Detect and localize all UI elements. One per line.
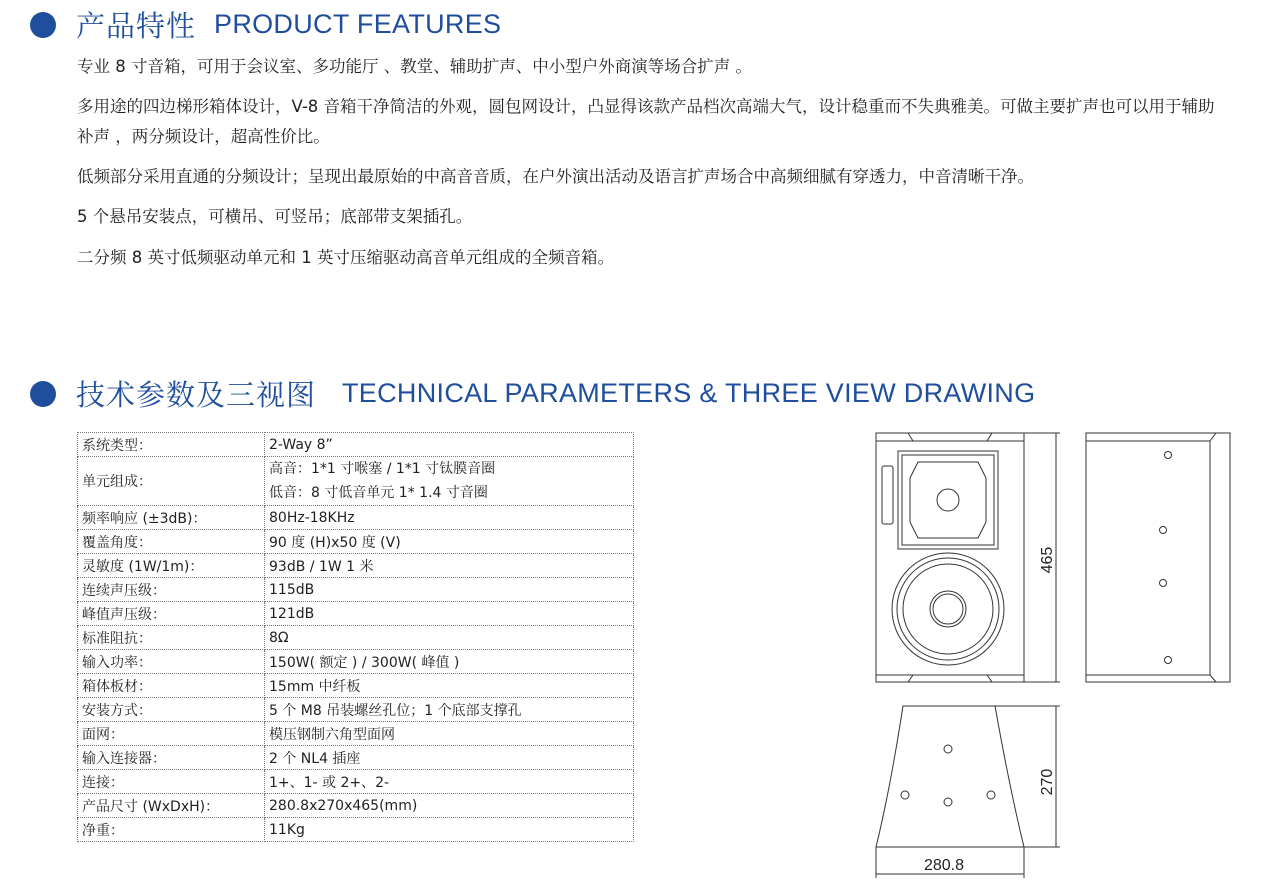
table-row bbox=[78, 530, 634, 554]
spec-label: 输入功率： bbox=[78, 650, 265, 674]
spec-value bbox=[265, 457, 634, 506]
spec-label: 净重： bbox=[78, 818, 265, 842]
spec-value: 90 度 (H)x50 度 (V) bbox=[265, 530, 634, 554]
width-dimension-label: 280.8 bbox=[923, 857, 965, 874]
technical-header bbox=[30, 373, 1035, 414]
spec-value: 2 个 NL4 插座 bbox=[265, 746, 634, 770]
spec-value: 5 个 M8 吊装螺丝孔位；1 个底部支撑孔 bbox=[265, 698, 634, 722]
spec-value: 模压钢制六角型面网 bbox=[265, 722, 634, 746]
spec-label: 系统类型： bbox=[78, 433, 265, 457]
bullet-icon bbox=[30, 381, 56, 407]
spec-value: 150W( 额定 ) / 300W( 峰值 ) bbox=[265, 650, 634, 674]
spec-value: 2-Way 8” bbox=[265, 433, 634, 457]
spec-label: 标准阻抗： bbox=[78, 626, 265, 650]
spec-value: 80Hz-18KHz bbox=[265, 506, 634, 530]
feature-paragraph: 低频部分采用直通的分频设计；呈现出最原始的中高音音质，在户外演出活动及语言扩声场合中高频细腻有穿透力，中音清晰干净。 bbox=[77, 167, 1034, 186]
spec-value: 121dB bbox=[265, 602, 634, 626]
table-row bbox=[78, 602, 634, 626]
table-row bbox=[78, 674, 634, 698]
table-row bbox=[78, 818, 634, 842]
spec-value-line: 高音：1*1 寸喉塞 / 1*1 寸钛膜音圈 bbox=[269, 461, 496, 477]
table-row bbox=[78, 650, 634, 674]
spec-value: 115dB bbox=[265, 578, 634, 602]
spec-label: 覆盖角度： bbox=[78, 530, 265, 554]
technical-title-en: TECHNICAL PARAMETERS & THREE VIEW DRAWING bbox=[342, 378, 1036, 408]
table-row bbox=[78, 770, 634, 794]
spec-label: 峰值声压级： bbox=[78, 602, 265, 626]
feature-paragraph: 5 个悬吊安装点，可横吊、可竖吊；底部带支架插孔。 bbox=[77, 207, 473, 226]
table-row bbox=[78, 746, 634, 770]
front-view bbox=[876, 433, 1024, 682]
table-row bbox=[78, 626, 634, 650]
spec-value: 15mm 中纤板 bbox=[265, 674, 634, 698]
three-view-drawing bbox=[860, 420, 1250, 880]
spec-value: 8Ω bbox=[265, 626, 634, 650]
table-row bbox=[78, 578, 634, 602]
spec-label: 输入连接器： bbox=[78, 746, 265, 770]
feature-paragraph: 二分频 8 英寸低频驱动单元和 1 英寸压缩驱动高音单元组成的全频音箱。 bbox=[77, 248, 614, 267]
spec-label: 产品尺寸 (WxDxH)： bbox=[78, 794, 265, 818]
table-row bbox=[78, 794, 634, 818]
spec-value-line: 低音：8 寸低音单元 1* 1.4 寸音圈 bbox=[269, 485, 488, 501]
depth-dimension-label: 270 bbox=[1039, 768, 1056, 796]
spec-label: 单元组成： bbox=[78, 457, 265, 506]
features-title-cn: 产品特性 bbox=[76, 9, 197, 43]
spec-label: 连续声压级： bbox=[78, 578, 265, 602]
table-row bbox=[78, 722, 634, 746]
spec-label: 频率响应 (±3dB)： bbox=[78, 506, 265, 530]
feature-paragraph: 多用途的四边梯形箱体设计，V-8 音箱干净简洁的外观，圆包网设计，凸显得该款产品档次高端大气，设计稳重而不失典雅美。可做主要扩声也可以用于辅助补声 ，两分频设计，超高性价比。 bbox=[77, 97, 1215, 146]
bullet-icon bbox=[30, 12, 56, 38]
table-row bbox=[78, 506, 634, 530]
side-view bbox=[1086, 433, 1230, 682]
technical-title-cn: 技术参数及三视图 bbox=[76, 378, 317, 412]
spec-label: 连接： bbox=[78, 770, 265, 794]
top-view bbox=[876, 706, 1060, 878]
table-row bbox=[78, 433, 634, 457]
spec-label: 灵敏度 (1W/1m)： bbox=[78, 554, 265, 578]
table-row bbox=[78, 554, 634, 578]
spec-label: 箱体板材： bbox=[78, 674, 265, 698]
spec-value: 93dB / 1W 1 米 bbox=[265, 554, 634, 578]
features-title-en: PRODUCT FEATURES bbox=[214, 9, 502, 39]
spec-table bbox=[77, 432, 634, 842]
spec-value: 280.8x270x465(mm) bbox=[265, 794, 634, 818]
features-header bbox=[30, 4, 501, 45]
height-dimension-label: 465 bbox=[1039, 546, 1056, 574]
table-row bbox=[78, 698, 634, 722]
spec-value: 1+、1- 或 2+、2- bbox=[265, 770, 634, 794]
spec-label: 面网： bbox=[78, 722, 265, 746]
feature-paragraph: 专业 8 寸音箱，可用于会议室、多功能厅 、教堂、辅助扩声、中小型户外商演等场合扩声 。 bbox=[77, 57, 752, 76]
spec-label: 安装方式： bbox=[78, 698, 265, 722]
table-row bbox=[78, 457, 634, 506]
spec-value: 11Kg bbox=[265, 818, 634, 842]
